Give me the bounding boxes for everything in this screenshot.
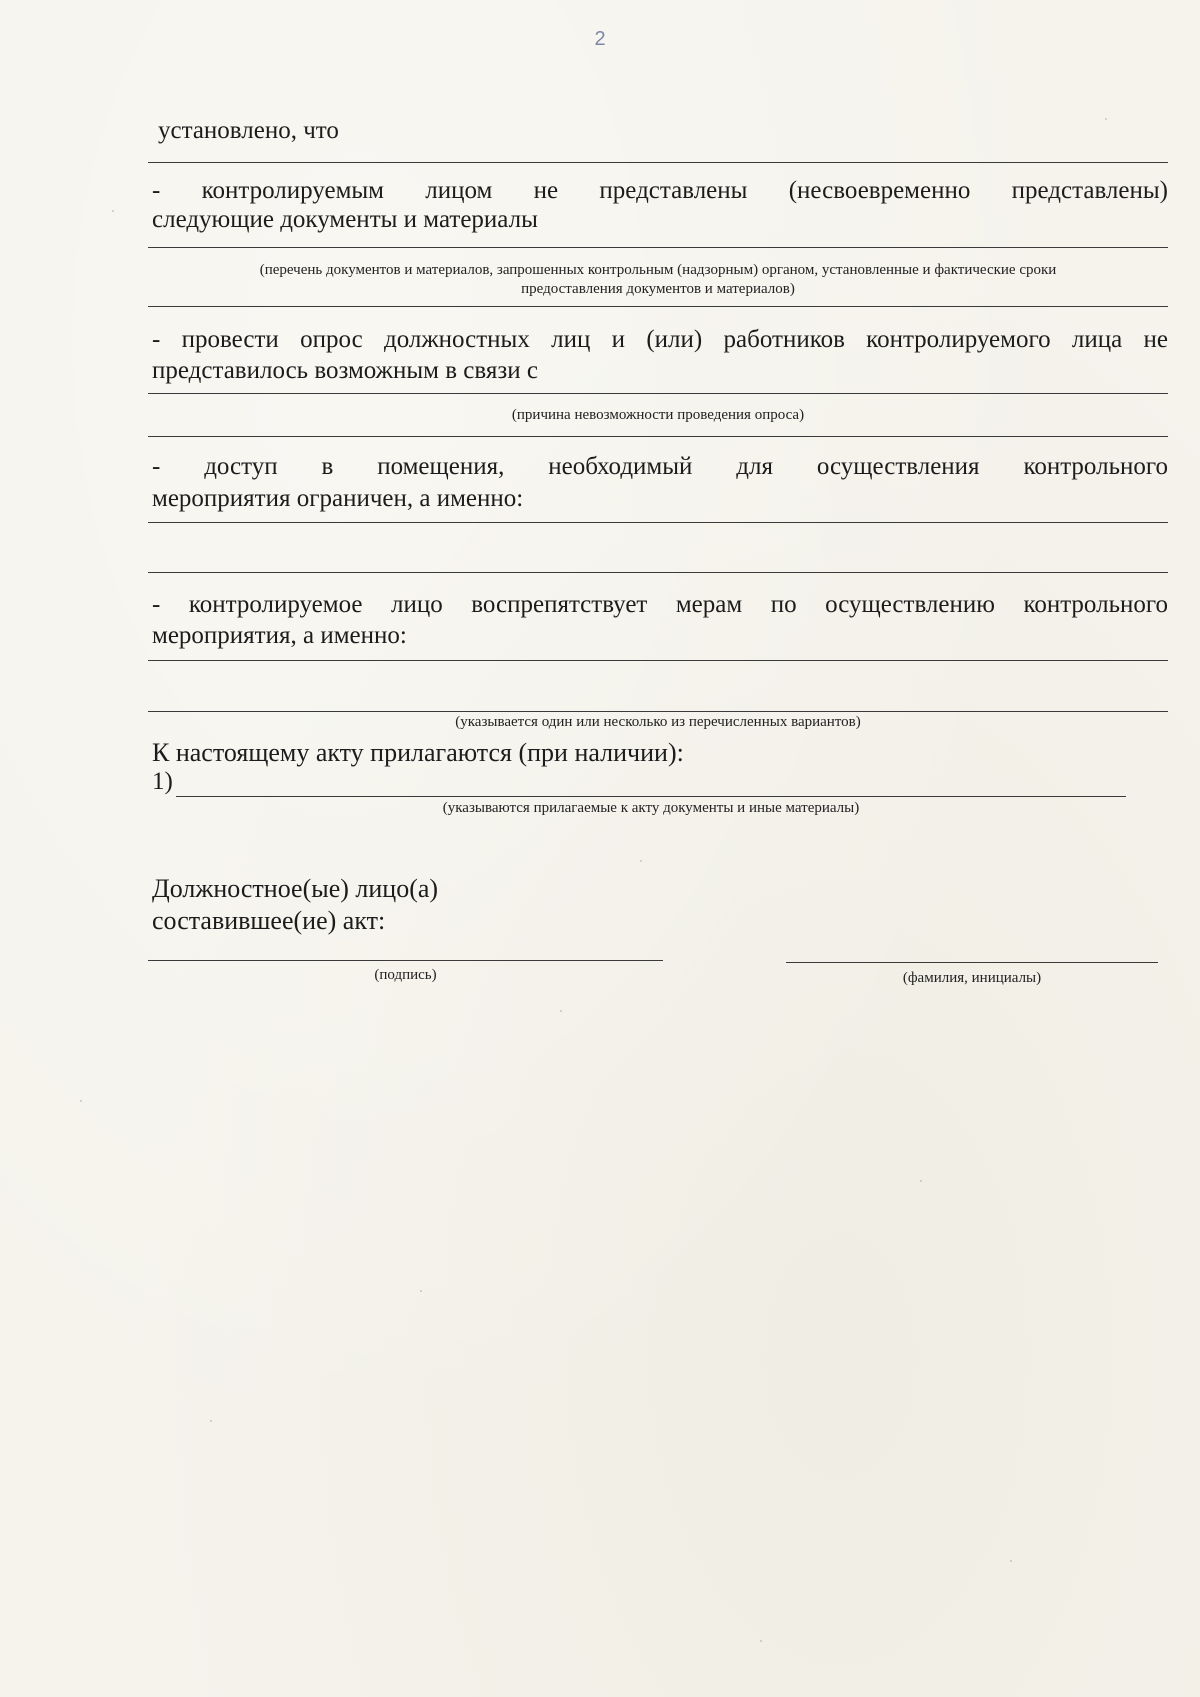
item2-caption: (причина невозможности проведения опроса) [511, 407, 805, 423]
paper-speck [80, 1100, 82, 1102]
attachments-caption: (указываются прилагаемые к акту документы и иные материалы) [442, 800, 860, 816]
item3-line1: - доступ в помещения, необходимый для осуществления контрольного [152, 453, 1168, 480]
item1-separator [148, 306, 1168, 307]
attachments-heading: К настоящему акту прилагаются (при наличии): [152, 738, 684, 767]
item1-line1: - контролируемым лицом не представлены (несвоевременно представлены) [152, 177, 1168, 204]
paper-speck [1010, 1560, 1012, 1562]
item1-line2: следующие документы и материалы [152, 206, 538, 233]
intro-text: установлено, что [158, 117, 339, 144]
item2-line1: - провести опрос должностных лиц и (или) работников контролируемого лица не [152, 326, 1168, 353]
name-line [786, 962, 1158, 963]
item3-blank-line [148, 572, 1168, 573]
paper-speck [640, 860, 642, 862]
item3-underline [148, 522, 1168, 523]
paper-speck [112, 210, 114, 212]
item2-line2: представилось возможным в связи с [152, 357, 538, 384]
item4-underline [148, 660, 1168, 661]
item4-caption: (указывается один или несколько из перечисленных вариантов) [455, 714, 861, 730]
item1-caption-line2: предоставления документов и материалов) [521, 281, 795, 297]
item4-line2: мероприятия, а именно: [152, 622, 407, 649]
item3-line2: мероприятия ограничен, а именно: [152, 485, 524, 512]
item4-line1: - контролируемое лицо воспрепятствует мерам по осуществлению контрольного [152, 591, 1168, 618]
paper-speck [210, 1420, 212, 1422]
name-caption: (фамилия, инициалы) [902, 970, 1042, 986]
signature-label-line1: Должностное(ые) лицо(а) [152, 874, 439, 903]
paper-speck [420, 1290, 422, 1292]
paper-speck [560, 1010, 562, 1012]
attachment-item-line [176, 796, 1126, 797]
paper-speck [1105, 118, 1107, 120]
item1-caption-line1: (перечень документов и материалов, запрошенных контрольным (надзорным) органом, установленные и фактические сроки [259, 262, 1057, 278]
paper-speck [760, 1640, 762, 1642]
attachment-item-number: 1) [152, 768, 173, 795]
paper-speck [920, 1180, 922, 1182]
item1-underline [148, 247, 1168, 248]
intro-underline [148, 162, 1168, 163]
signature-line [148, 960, 663, 961]
signature-label-line2: составившее(ие) акт: [152, 906, 386, 935]
signature-caption: (подпись) [374, 967, 437, 983]
item2-separator [148, 436, 1168, 437]
item2-underline [148, 393, 1168, 394]
page-number: 2 [594, 28, 606, 50]
